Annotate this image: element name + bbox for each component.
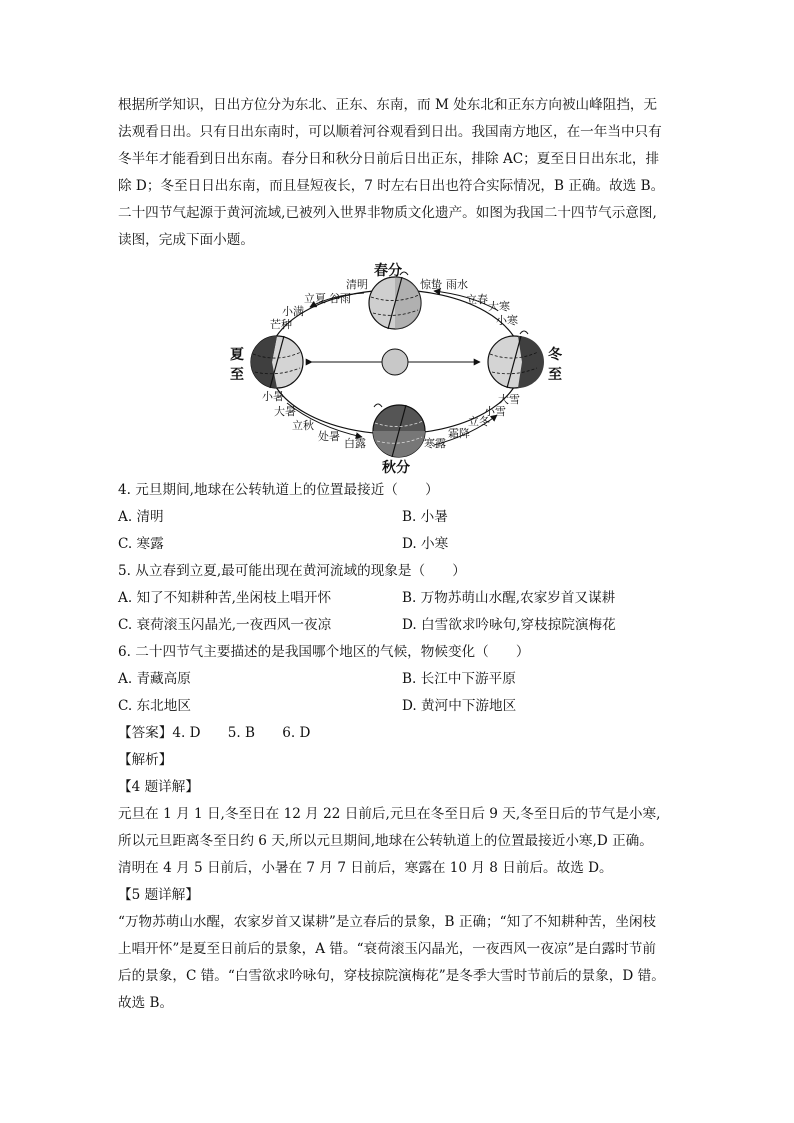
detail-4-line: 元旦在 1 月 1 日,冬至日在 12 月 22 日前后,元旦在冬至日后 9 天,冬至日后的节气是小寒, [118, 806, 661, 822]
term-label: 大雪 [498, 393, 520, 406]
option-a: A. 知了不知耕种苦,坐闲枝上唱开怀 [118, 590, 332, 606]
term-label: 立夏 [304, 292, 326, 305]
term-label: 芒种 [270, 318, 292, 331]
paragraph-line: 读图，完成下面小题。 [118, 232, 254, 248]
term-label: 小满 [282, 305, 304, 318]
earth-winter-icon [488, 331, 544, 388]
earth-autumn-icon [373, 404, 425, 457]
detail-5-heading: 【5 题详解】 [118, 887, 199, 903]
detail-4-line: 清明在 4 月 5 日前后，小暑在 7 月 7 日前后，寒露在 10 月 8 日前后。故选 D。 [118, 860, 613, 876]
term-label: 白露 [344, 437, 366, 450]
option-a: A. 青藏高原 [118, 671, 191, 687]
term-label: 小暑 [262, 390, 284, 403]
question-stem: 5. 从立春到立夏,最可能出现在黄河流域的现象是（ ） [118, 563, 466, 579]
option-b: B. 万物苏萌山水醒,农家岁首又谋耕 [402, 590, 616, 606]
term-label: 清明 [346, 278, 368, 291]
option-c: C. 东北地区 [118, 698, 191, 714]
detail-4-line: 所以元旦距离冬至日约 6 天,所以元旦期间,地球在公转轨道上的位置最接近小寒,D 正确。 [118, 833, 653, 849]
label-summer-solstice-2: 至 [230, 367, 244, 383]
solar-terms-diagram [222, 255, 582, 477]
analysis-heading: 【解析】 [118, 752, 173, 768]
term-label: 大暑 [274, 405, 296, 418]
paragraph-line: 除 D；冬至日日出东南，而且昼短夜长，7 时左右日出也符合实际情况，B 正确。故选 B。 [118, 178, 665, 194]
option-d: D. 黄河中下游地区 [402, 698, 517, 714]
label-summer-solstice-1: 夏 [230, 347, 244, 363]
term-label: 惊蛰 [420, 278, 442, 291]
paragraph-line: 冬半年才能看到日出东南。春分日和秋分日前后日出正东，排除 AC；夏至日日出东北，排 [118, 151, 660, 167]
term-label: 立春 [466, 293, 488, 306]
paragraph-line: 根据所学知识，日出方位分为东北、正东、东南，而 M 处东北和正东方向被山峰阻挡，无 [118, 97, 658, 113]
label-spring-equinox: 春分 [374, 263, 402, 279]
term-label: 小雪 [484, 405, 506, 418]
detail-5-line: 后的景象，C 错。“白雪欲求吟咏句，穿枝掠院演梅花”是冬季大雪时节前后的景象，D 错。 [118, 968, 665, 984]
term-label: 霜降 [448, 427, 470, 440]
term-label: 谷雨 [329, 292, 351, 305]
question-stem: 6. 二十四节气主要描述的是我国哪个地区的气候，物候变化（ ） [118, 644, 530, 660]
detail-4-heading: 【4 题详解】 [118, 779, 199, 795]
answer-line: 【答案】4. D 5. B 6. D [118, 725, 311, 741]
term-label: 大寒 [488, 300, 510, 313]
option-d: D. 白雪欲求吟咏句,穿枝掠院演梅花 [402, 617, 616, 633]
question-stem: 4. 元旦期间,地球在公转轨道上的位置最接近（ ） [118, 482, 439, 498]
label-autumn-equinox: 秋分 [382, 460, 410, 476]
label-winter-solstice-1: 冬 [548, 347, 562, 363]
sun-icon [382, 349, 408, 375]
option-c: C. 寒露 [118, 536, 164, 552]
term-label: 小寒 [496, 314, 518, 327]
detail-5-line: 故选 B。 [118, 995, 174, 1011]
option-b: B. 小暑 [402, 509, 448, 525]
paragraph-line: 法观看日出。只有日出东南时，可以顺着河谷观看到日出。我国南方地区，在一年当中只有 [118, 124, 662, 140]
term-label: 处暑 [318, 430, 340, 443]
paragraph-line: 二十四节气起源于黄河流域,已被列入世界非物质文化遗产。如图为我国二十四节气示意图, [118, 205, 657, 221]
detail-5-line: 上唱开怀”是夏至日前后的景象，A 错。“衰荷滚玉闪晶光，一夜西风一夜凉”是白露时节前 [118, 941, 656, 957]
term-label: 寒露 [424, 437, 446, 450]
label-winter-solstice-2: 至 [548, 367, 562, 383]
option-a: A. 清明 [118, 509, 164, 525]
term-label: 立秋 [292, 419, 314, 432]
option-c: C. 衰荷滚玉闪晶光,一夜西风一夜凉 [118, 617, 332, 633]
detail-5-line: “万物苏萌山水醒，农家岁首又谋耕”是立春后的景象，B 正确；“知了不知耕种苦，坐闲枝 [118, 914, 657, 930]
earth-spring-icon [369, 272, 421, 329]
option-d: D. 小寒 [402, 536, 449, 552]
option-b: B. 长江中下游平原 [402, 671, 516, 687]
term-label: 雨水 [446, 278, 468, 291]
earth-summer-icon [251, 336, 303, 388]
term-label: 立冬 [468, 415, 490, 428]
